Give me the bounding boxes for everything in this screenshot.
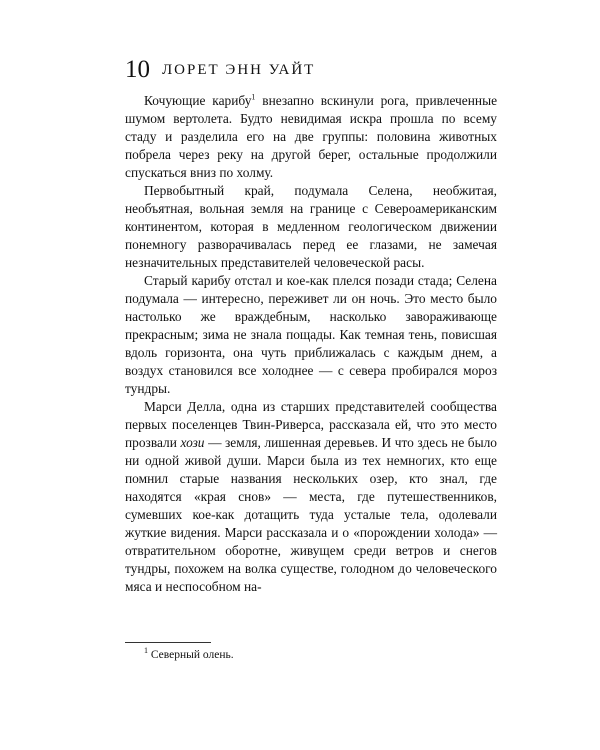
main-text xyxy=(125,92,497,596)
paragraph-1-text-start: Кочующие карибу xyxy=(144,93,252,108)
footnote-area xyxy=(125,642,497,663)
paragraph-4 xyxy=(125,398,497,596)
paragraph-4-text-end: — земля, лишенная деревьев. И что здесь не было ни одной живой души. Марси была из тех немногих, кто еще помнил старые названия нескольких озер, кто знал, где находятся «края снов» — места, где путешественников, сумевших кое-как дотащить туда усталые тела, одолевали жуткие видения. Марси рассказала и о «порождении холода» — отвратительном оборотне, живущем среди ветров и снегов тундры, похожем на волка существе, голодном до человеческого мяса и неспособном на- xyxy=(125,435,497,594)
paragraph-1-text-end: внезапно вскинули рога, привлеченные шумом вертолета. Будто невидимая искра прошла по всему стаду и разделила его на две группы: половина животных побрела через реку на другой берег, остальные продолжили спускаться вниз по холму. xyxy=(125,93,498,180)
author-name: ЛОРЕТ ЭНН УАЙТ xyxy=(162,62,316,78)
footnote-divider xyxy=(125,642,211,643)
running-head xyxy=(125,56,315,84)
paragraph-1 xyxy=(125,92,497,182)
footnote xyxy=(125,648,497,663)
footnote-reference: 1 xyxy=(251,92,256,102)
page-number: 10 xyxy=(125,56,150,83)
paragraph-3: Старый карибу отстал и кое-как плелся позади стада; Селена подумала — интересно, переживет ли он ночь. Это место было настолько же враждебным, насколько завораживающе прекрасным; зима не знала пощады. Как темная тень, повисшая вдоль горизонта, она чуть приближалась с каждым днем, а воздух становился все холоднее — с севера пробирался мороз тундры. xyxy=(125,273,497,396)
paragraph-2: Первобытный край, подумала Селена, необжитая, необъятная, вольная земля на границе с Североамериканским континентом, которая в медленном геологическом движении понемногу разворачивалась перед ее глазами, не замечая незначительных представителей человеческой расы. xyxy=(125,183,497,270)
footnote-text: Северный олень. xyxy=(148,649,234,661)
italic-term: хози xyxy=(180,435,205,450)
paragraph-4-text-start: Марси Делла, одна из старших представителей сообщества первых поселенцев Твин-Риверса, рассказала ей, что это место прозвали xyxy=(125,399,497,450)
footnote-marker: 1 xyxy=(144,646,148,656)
